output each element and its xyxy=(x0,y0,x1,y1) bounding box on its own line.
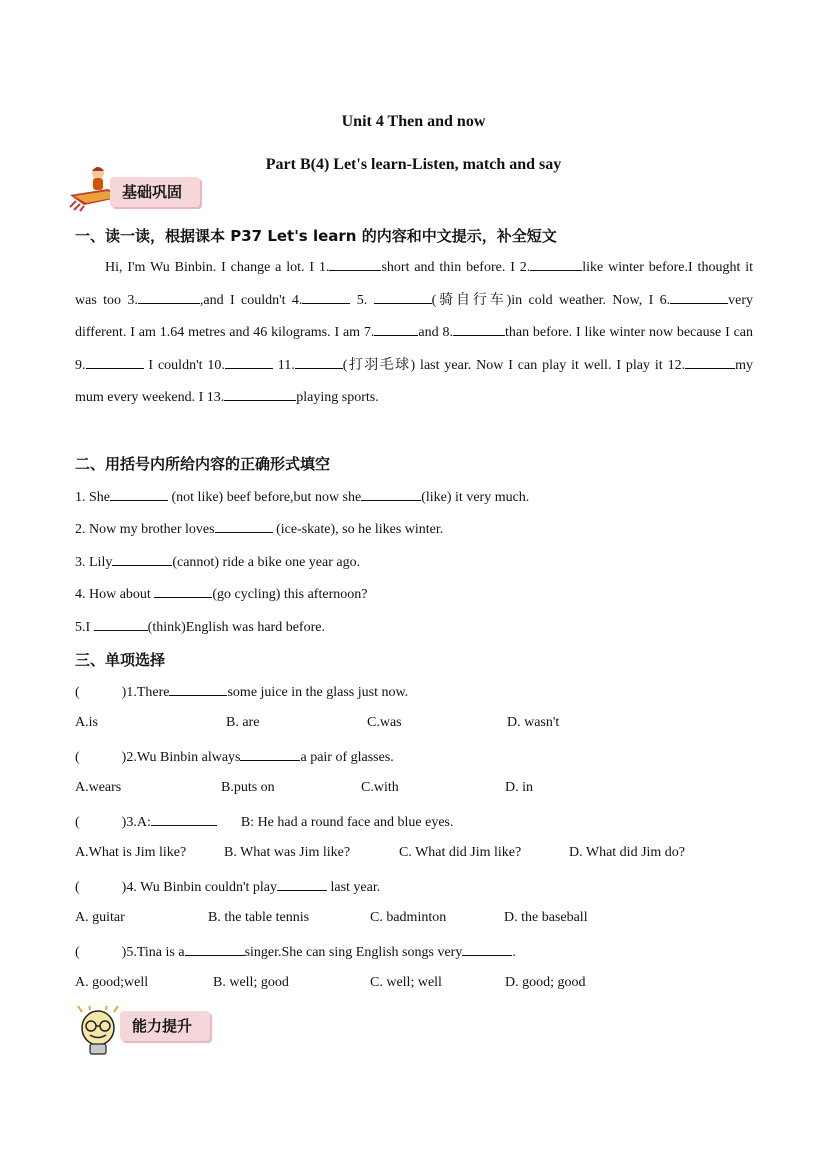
fill-blank[interactable] xyxy=(215,520,273,533)
option-a[interactable]: A. good;well xyxy=(75,975,149,990)
option-a[interactable]: A.wears xyxy=(75,780,122,795)
section1-passage: Hi, I'm Wu Binbin. I change a lot. I 1. short and thin before. I 2. like winter before.I thought it was too 3. ,and I couldn't 4. 5. (骑自行车)in cold weather. Now, I 6. very different. I am 1.64 metres and 46 kilograms. I am 7. and 8. than before. I like winter now because I can 9. I couldn't 10. 11. (打羽毛球) last year. Now I can play it well. I play it 12. my mum every weekend. I 13. playing sports. xyxy=(75,260,754,405)
blank-9[interactable] xyxy=(86,356,144,369)
mc-question-2: ( )2.Wu Binbin always a pair of glasses. xyxy=(75,750,394,765)
blank-3[interactable] xyxy=(138,291,200,304)
option-d[interactable]: D. wasn't xyxy=(507,715,560,730)
blank-4[interactable] xyxy=(302,291,350,304)
mc-blank[interactable] xyxy=(169,683,227,696)
option-c[interactable]: C.with xyxy=(361,780,399,795)
option-d[interactable]: D. What did Jim do? xyxy=(569,845,686,860)
blank-12[interactable] xyxy=(685,356,735,369)
blank-7[interactable] xyxy=(374,323,418,336)
fill-blank[interactable] xyxy=(361,488,421,501)
banner-label: 基础巩固 xyxy=(110,177,200,207)
fill-blank[interactable] xyxy=(112,553,172,566)
option-b[interactable]: B.puts on xyxy=(221,780,275,795)
fill-blank[interactable] xyxy=(110,488,168,501)
blank-8[interactable] xyxy=(453,323,505,336)
option-c[interactable]: C. badminton xyxy=(370,910,447,925)
mc-blank[interactable] xyxy=(151,813,217,826)
blank-1[interactable] xyxy=(329,258,381,271)
fill-blank[interactable] xyxy=(94,618,148,631)
option-c[interactable]: C. well; well xyxy=(370,975,442,990)
option-a[interactable]: A.is xyxy=(75,715,98,730)
option-d[interactable]: D. the baseball xyxy=(504,910,588,925)
fill-item-5: 5.I (think)English was hard before. xyxy=(75,620,325,635)
section1-heading: 一、读一读，根据课本 P37 Let's learn 的内容和中文提示，补全短文 xyxy=(75,227,557,245)
document-subtitle: Part B(4) Let's learn-Listen, match and say xyxy=(265,156,562,173)
section-banner-advanced xyxy=(76,1010,210,1042)
option-a[interactable]: A. guitar xyxy=(75,910,125,925)
blank-10[interactable] xyxy=(225,356,273,369)
option-c[interactable]: C. What did Jim like? xyxy=(399,845,522,860)
option-a[interactable]: A.What is Jim like? xyxy=(75,845,187,860)
option-b[interactable]: B. the table tennis xyxy=(208,910,310,925)
mc-blank[interactable] xyxy=(185,943,245,956)
fill-item-3: 3. Lily (cannot) ride a bike one year ago. xyxy=(75,555,361,570)
mc-question-5: ( )5.Tina is a singer.She can sing English songs very . xyxy=(75,945,516,960)
option-b[interactable]: B. What was Jim like? xyxy=(224,845,351,860)
banner-label: 能力提升 xyxy=(120,1011,210,1041)
fill-item-2: 2. Now my brother loves (ice-skate), so he likes winter. xyxy=(75,522,444,537)
option-d[interactable]: D. in xyxy=(505,780,533,795)
section3-heading: 三、单项选择 xyxy=(75,651,166,669)
blank-6[interactable] xyxy=(670,291,728,304)
mc-question-4: ( )4. Wu Binbin couldn't play last year. xyxy=(75,880,381,895)
mc-blank[interactable] xyxy=(277,878,327,891)
option-c[interactable]: C.was xyxy=(367,715,402,730)
fill-item-1: 1. She (not like) beef before,but now she (like) it very much. xyxy=(75,490,530,505)
blank-5[interactable] xyxy=(374,291,432,304)
section-banner-basic xyxy=(68,176,200,208)
blank-11[interactable] xyxy=(295,356,343,369)
option-b[interactable]: B. well; good xyxy=(213,975,289,990)
blank-2[interactable] xyxy=(530,258,582,271)
mc-blank[interactable] xyxy=(462,943,512,956)
document-title: Unit 4 Then and now xyxy=(341,113,486,130)
fill-item-4: 4. How about (go cycling) this afternoon? xyxy=(75,587,368,602)
mc-blank[interactable] xyxy=(240,748,300,761)
blank-13[interactable] xyxy=(224,388,296,401)
option-b[interactable]: B. are xyxy=(226,715,260,730)
mc-question-3: ( )3.A: B: He had a round face and blue eyes. xyxy=(75,815,454,830)
option-d[interactable]: D. good; good xyxy=(505,975,586,990)
section2-heading: 二、用括号内所给内容的正确形式填空 xyxy=(75,455,331,473)
mc-question-1: ( )1.There some juice in the glass just now. xyxy=(75,685,409,700)
fill-blank[interactable] xyxy=(154,585,212,598)
